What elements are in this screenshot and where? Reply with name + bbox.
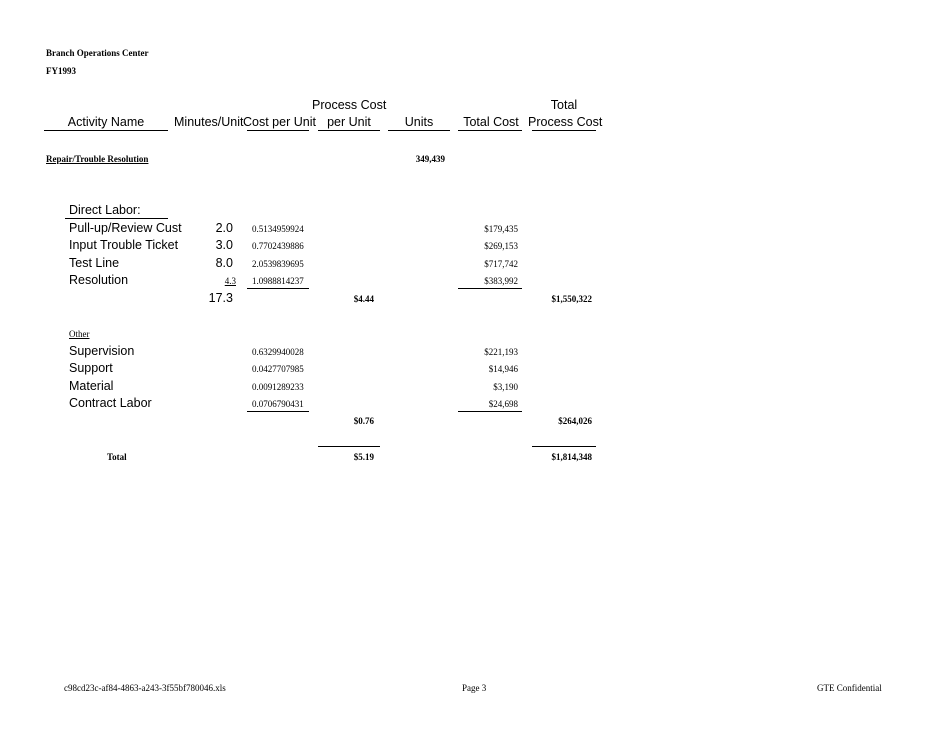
minutes-total: 17.3 [208,291,233,305]
col-total-process-underline [532,130,596,131]
total-cost-value: $3,190 [493,382,518,392]
cost-per-unit-value: 0.0706790431 [252,399,304,409]
other-heading: Other [69,329,90,339]
col-minutes-unit: Minutes/Unit [174,115,244,129]
total-cost-value: $179,435 [484,224,518,234]
cost-per-unit-value: 0.7702439886 [252,241,304,251]
total-process-cost: $5.19 [353,452,374,462]
col-activity-name: Activity Name [67,115,145,129]
col-cost-underline [247,130,309,131]
cost-per-unit-value: 0.0091289233 [252,382,304,392]
list-item: Supervision [69,344,135,358]
cost-per-unit-value: 0.5134959924 [252,224,304,234]
list-item: Support [69,361,113,375]
total-label: Total [107,452,127,462]
col-total-cost: Total Cost [463,115,519,129]
section-units: 349,439 [415,154,445,164]
col-units: Units [404,115,434,129]
col-total-process-l1: Total [550,98,578,112]
total-total-process-cost: $1,814,348 [551,452,592,462]
cost-per-unit-value: 0.6329940028 [252,347,304,357]
report-year: FY1993 [46,66,76,76]
minutes-value: 8.0 [215,256,233,270]
list-item: Test Line [69,256,120,270]
direct-labor-underline [65,218,168,219]
other-total-process-cost: $264,026 [558,416,592,426]
total-cost-value: $24,698 [488,399,518,409]
col-process-underline [318,130,380,131]
col-cost-per-unit: Cost per Unit [243,115,316,129]
list-item: Input Trouble Ticket [69,238,179,252]
direct-labor-total-process-cost: $1,550,322 [551,294,592,304]
other-process-cost: $0.76 [353,416,374,426]
cost-per-unit-value: 2.0539839695 [252,259,304,269]
col-total-process-l2: Process Cost [528,115,603,129]
list-item: Resolution [69,273,129,287]
total-cost-value: $269,153 [484,241,518,251]
cost-per-unit-value: 1.0988814237 [252,276,304,286]
total-process-cost-underline [318,446,380,447]
list-item: Material [69,379,114,393]
section-name: Repair/Trouble Resolution [46,154,149,164]
total-cost-value: $14,946 [488,364,518,374]
other-total-cost-underline [458,411,522,412]
col-activity-underline [44,130,168,131]
total-total-process-underline [532,446,596,447]
minutes-value: 4.3 [224,276,236,286]
list-item: Pull-up/Review Cust [69,221,182,235]
cost-subtotal-underline [247,288,309,289]
cost-per-unit-value: 0.0427707985 [252,364,304,374]
total-cost-value: $383,992 [484,276,518,286]
footer-page: Page 3 [462,683,487,693]
total-cost-value: $221,193 [484,347,518,357]
list-item: Contract Labor [69,396,152,410]
col-process-cost-l2: per Unit [327,115,371,129]
total-cost-value: $717,742 [484,259,518,269]
footer-filename: c98cd23c-af84-4863-a243-3f55bf780046.xls [64,683,226,693]
col-process-cost-l1: Process Cost [312,98,387,112]
direct-labor-heading: Direct Labor: [69,203,141,217]
direct-labor-process-cost: $4.44 [353,294,374,304]
minutes-value: 3.0 [215,238,233,252]
total-cost-subtotal-underline [458,288,522,289]
col-total-cost-underline [458,130,522,131]
minutes-value: 2.0 [215,221,233,235]
other-cost-underline [247,411,309,412]
col-units-underline [388,130,450,131]
footer-confidential: GTE Confidential [817,683,882,693]
report-title: Branch Operations Center [46,48,149,58]
